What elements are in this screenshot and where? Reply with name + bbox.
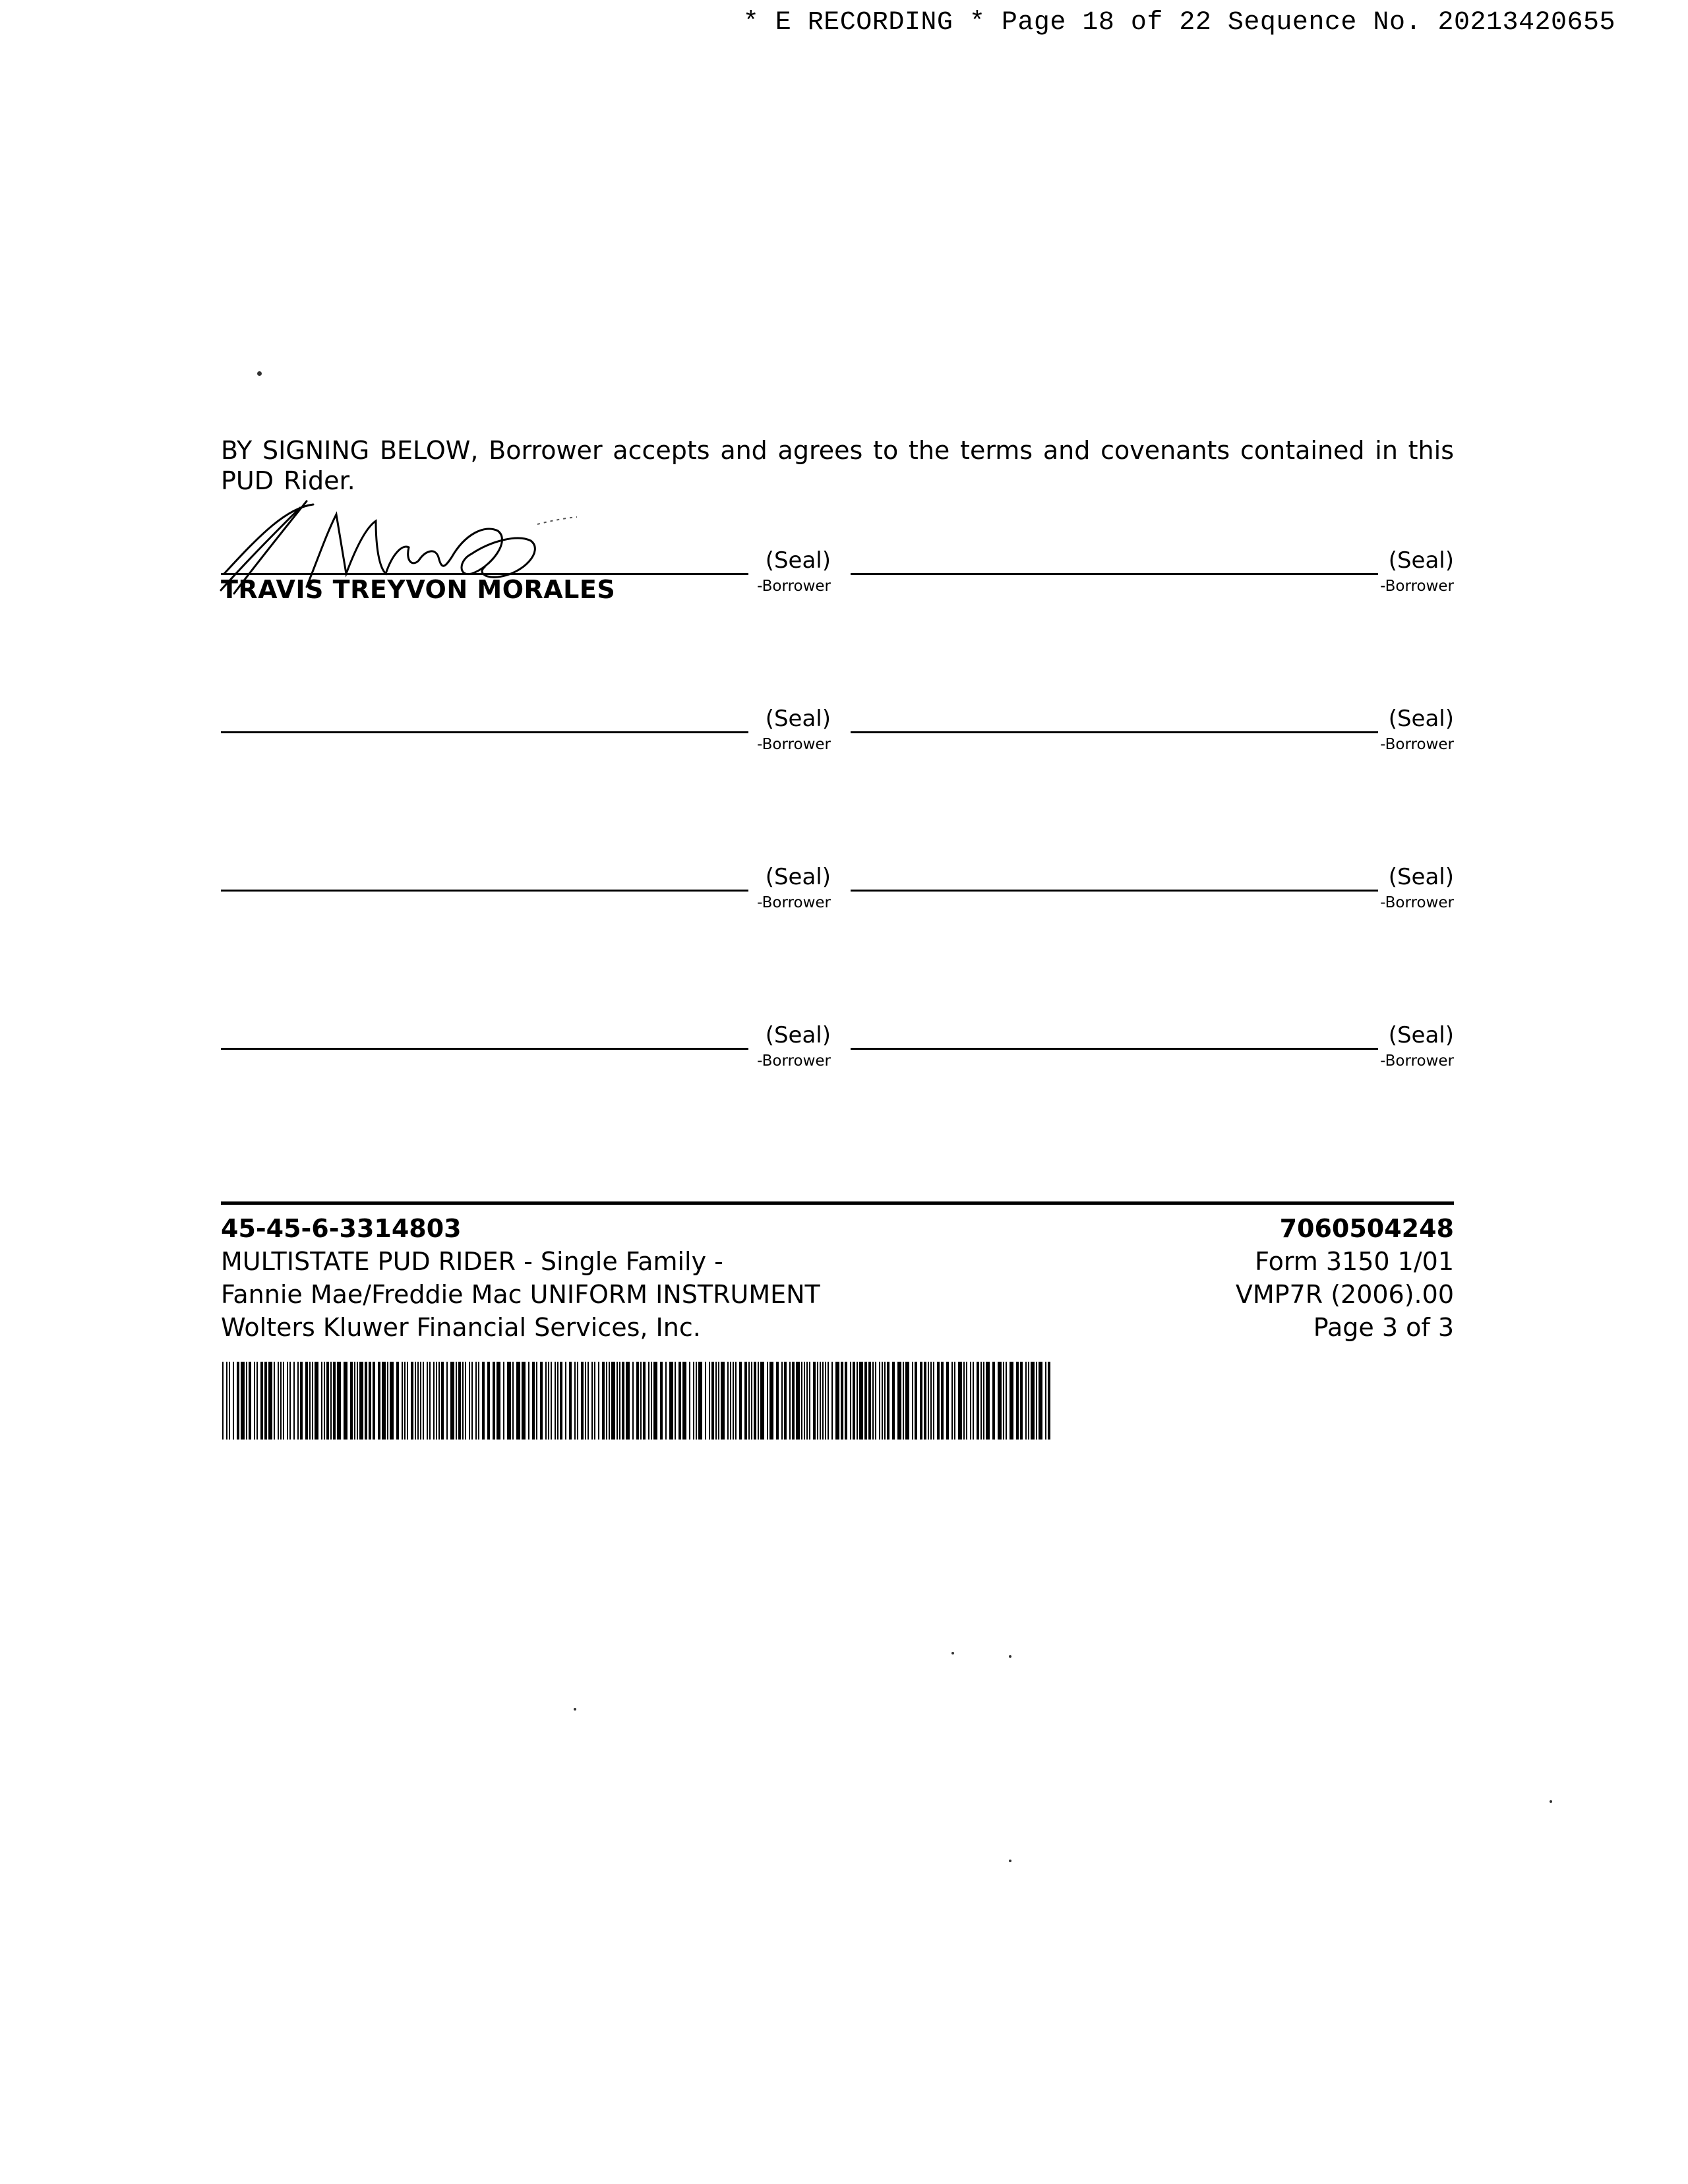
barcode-bar — [1045, 1362, 1046, 1440]
barcode-bar — [289, 1362, 291, 1440]
form-version: VMP7R (2006).00 — [1235, 1280, 1454, 1309]
barcode-bar — [429, 1362, 431, 1440]
barcode-bar — [845, 1362, 847, 1440]
barcode-bar — [545, 1362, 547, 1440]
barcode-bar — [433, 1362, 435, 1440]
barcode-bar — [478, 1362, 479, 1440]
barcode-bar — [920, 1362, 922, 1440]
barcode-bar — [905, 1362, 909, 1440]
signature-line — [851, 890, 1378, 892]
barcode-bar — [420, 1362, 421, 1440]
barcode-bar — [804, 1362, 805, 1440]
barcode-bar — [297, 1362, 299, 1440]
intro-text: BY SIGNING BELOW, Borrower accepts and agrees to the terms and covenants contained in this PUD Rider. — [221, 436, 1454, 495]
footer-left — [221, 1212, 1012, 1344]
barcode-bar — [711, 1362, 714, 1440]
barcode-bar — [407, 1362, 408, 1440]
barcode-bar — [305, 1362, 308, 1440]
barcode-bar — [456, 1362, 457, 1440]
barcode-bar — [233, 1362, 234, 1440]
barcode-bar — [653, 1362, 657, 1440]
barcode-bar — [312, 1362, 313, 1440]
barcode-bar — [577, 1362, 578, 1440]
signature-block-blank — [221, 1002, 831, 1081]
barcode-bar — [1025, 1362, 1027, 1440]
barcode-bar — [733, 1362, 734, 1440]
barcode-bar — [868, 1362, 871, 1440]
signature-row-3 — [221, 844, 1454, 923]
barcode-bar — [986, 1362, 990, 1440]
barcode-bar — [256, 1362, 258, 1440]
signature-block-blank — [851, 528, 1454, 607]
scan-speck — [1009, 1860, 1011, 1862]
barcode-bar — [241, 1362, 245, 1440]
barcode-bar — [378, 1362, 380, 1440]
signer-name: TRAVIS TREYVON MORALES — [221, 575, 616, 604]
barcode-bar — [980, 1362, 982, 1440]
signature-block-signed — [221, 528, 831, 607]
barcode-bar — [387, 1362, 388, 1440]
barcode-bar — [415, 1362, 416, 1440]
barcode-bar — [739, 1362, 742, 1440]
barcode-bar — [817, 1362, 818, 1440]
barcode-bar — [930, 1362, 932, 1440]
barcode-bar — [751, 1362, 752, 1440]
barcode-bar — [1048, 1362, 1050, 1440]
barcode-bar — [390, 1362, 394, 1440]
barcode-bar — [438, 1362, 440, 1440]
signature-line — [221, 1048, 748, 1050]
barcode-bar — [648, 1362, 649, 1440]
barcode-bar — [636, 1362, 639, 1440]
barcode-bar — [560, 1362, 562, 1440]
barcode-bar — [617, 1362, 618, 1440]
barcode-bar — [469, 1362, 470, 1440]
barcode-bar — [897, 1362, 901, 1440]
barcode-bar — [1028, 1362, 1029, 1440]
barcode-bar — [1031, 1362, 1035, 1440]
barcode-bar — [640, 1362, 642, 1440]
barcode-bar — [705, 1362, 706, 1440]
barcode-bar — [696, 1362, 697, 1440]
signature-line — [851, 731, 1378, 733]
barcode-bar — [928, 1362, 929, 1440]
barcode-bar — [912, 1362, 913, 1440]
barcode-bar — [402, 1362, 403, 1440]
barcode-bar — [872, 1362, 874, 1440]
barcode-bar — [609, 1362, 610, 1440]
barcode-bar — [937, 1362, 940, 1440]
signature-row-2 — [221, 686, 1454, 765]
barcode-bar — [536, 1362, 537, 1440]
barcode-bar — [998, 1362, 1002, 1440]
barcode-bar — [569, 1362, 572, 1440]
barcode-bar — [264, 1362, 267, 1440]
barcode-bar — [283, 1362, 284, 1440]
barcode-bar — [825, 1362, 826, 1440]
barcode-bar — [462, 1362, 464, 1440]
barcode-bar — [915, 1362, 917, 1440]
barcode-bar — [423, 1362, 424, 1440]
barcode-bar — [626, 1362, 630, 1440]
barcode-bar — [789, 1362, 791, 1440]
barcode-bar — [602, 1362, 605, 1440]
barcode-bar — [754, 1362, 756, 1440]
barcode-bar — [417, 1362, 419, 1440]
barcode-bar — [983, 1362, 984, 1440]
barcode-bar — [522, 1362, 526, 1440]
barcode-bar — [924, 1362, 926, 1440]
barcode-bar — [820, 1362, 821, 1440]
barcode-bar — [864, 1362, 867, 1440]
barcode-bar — [487, 1362, 490, 1440]
barcode-bar — [744, 1362, 747, 1440]
barcode-bar — [727, 1362, 729, 1440]
page-number: Page 3 of 3 — [1313, 1313, 1454, 1342]
barcode-bar — [831, 1362, 833, 1440]
barcode-bar — [1010, 1362, 1013, 1440]
barcode-bar — [585, 1362, 586, 1440]
seal-label: (Seal) — [765, 1022, 831, 1048]
barcode-bar — [594, 1362, 595, 1440]
signature-line — [221, 890, 748, 892]
barcode-bar — [669, 1362, 673, 1440]
scan-speck — [257, 371, 262, 376]
signature-block-blank — [221, 686, 831, 765]
borrower-caption: -Borrower — [757, 894, 831, 911]
barcode-bar — [373, 1362, 375, 1440]
barcode-bar — [850, 1362, 851, 1440]
barcode-bar — [887, 1362, 889, 1440]
barcode-bar — [735, 1362, 737, 1440]
barcode-bar — [326, 1362, 329, 1440]
borrower-caption: -Borrower — [757, 736, 831, 753]
barcode-bar — [315, 1362, 318, 1440]
signature-block-blank — [851, 686, 1454, 765]
barcode-bar — [493, 1362, 495, 1440]
barcode-bar — [796, 1362, 800, 1440]
barcode-bar — [260, 1362, 263, 1440]
barcode-bar — [958, 1362, 962, 1440]
barcode-bar — [516, 1362, 520, 1440]
barcode-bar — [404, 1362, 406, 1440]
barcode-bar — [365, 1362, 367, 1440]
barcode-bar — [1036, 1362, 1037, 1440]
barcode-bar — [309, 1362, 311, 1440]
barcode-bar — [350, 1362, 353, 1440]
barcode-bar — [591, 1362, 593, 1440]
loan-number: 45-45-6-3314803 — [221, 1214, 462, 1243]
barcode-bar — [1020, 1362, 1023, 1440]
borrower-caption: -Borrower — [1380, 736, 1454, 753]
publisher-line: Wolters Kluwer Financial Services, Inc. — [221, 1313, 701, 1342]
barcode-bar — [293, 1362, 295, 1440]
barcode-bar — [411, 1362, 413, 1440]
barcode-bar — [767, 1362, 768, 1440]
scan-speck — [951, 1652, 954, 1654]
barcode-bar — [678, 1362, 681, 1440]
barcode-bar — [776, 1362, 779, 1440]
barcode-bar — [540, 1362, 543, 1440]
barcode-bar — [951, 1362, 953, 1440]
recording-header: * E RECORDING * Page 18 of 22 Sequence No. 20213420655 — [742, 8, 1615, 38]
barcode-bar — [760, 1362, 764, 1440]
barcode-bar — [598, 1362, 599, 1440]
barcode-bar — [441, 1362, 444, 1440]
barcode-bar — [853, 1362, 855, 1440]
barcode-bar — [321, 1362, 322, 1440]
barcode-bar — [450, 1362, 454, 1440]
barcode-bar — [254, 1362, 255, 1440]
barcode-bar — [857, 1362, 858, 1440]
barcode-bar — [512, 1362, 514, 1440]
barcode-bar — [278, 1362, 279, 1440]
barcode-bar — [268, 1362, 272, 1440]
barcode-bar — [882, 1362, 883, 1440]
seal-label: (Seal) — [765, 547, 831, 574]
barcode-bar — [784, 1362, 787, 1440]
barcode-bar — [643, 1362, 646, 1440]
document-number: 7060504248 — [1279, 1214, 1454, 1243]
barcode-bar — [532, 1362, 535, 1440]
barcode-bar — [622, 1362, 624, 1440]
barcode-bar — [333, 1362, 336, 1440]
barcode-bar — [1016, 1362, 1019, 1440]
borrower-caption: -Borrower — [1380, 894, 1454, 911]
barcode-bar — [689, 1362, 690, 1440]
barcode-bar — [841, 1362, 843, 1440]
barcode-bar — [946, 1362, 949, 1440]
barcode — [221, 1362, 1053, 1440]
form-title-line-1: MULTISTATE PUD RIDER - Single Family - — [221, 1247, 723, 1276]
barcode-bar — [359, 1362, 363, 1440]
barcode-bar — [324, 1362, 325, 1440]
barcode-bar — [682, 1362, 686, 1440]
borrower-caption: -Borrower — [1380, 578, 1454, 595]
barcode-bar — [287, 1362, 288, 1440]
barcode-bar — [879, 1362, 880, 1440]
barcode-bar — [970, 1362, 971, 1440]
seal-label: (Seal) — [765, 706, 831, 732]
seal-label: (Seal) — [1388, 547, 1454, 574]
footer-right — [1058, 1212, 1454, 1344]
barcode-bar — [992, 1362, 995, 1440]
signature-block-blank — [851, 1002, 1454, 1081]
barcode-bar — [730, 1362, 731, 1440]
barcode-bar — [557, 1362, 558, 1440]
barcode-bar — [497, 1362, 500, 1440]
barcode-bar — [665, 1362, 667, 1440]
barcode-bar — [229, 1362, 230, 1440]
barcode-bar — [941, 1362, 944, 1440]
barcode-bar — [813, 1362, 816, 1440]
barcode-bar — [828, 1362, 829, 1440]
borrower-caption: -Borrower — [1380, 1052, 1454, 1070]
barcode-bar — [446, 1362, 448, 1440]
barcode-bar — [606, 1362, 607, 1440]
barcode-bar — [822, 1362, 824, 1440]
barcode-bar — [806, 1362, 808, 1440]
scan-speck — [574, 1708, 576, 1711]
barcode-bar — [369, 1362, 371, 1440]
barcode-bar — [1039, 1362, 1042, 1440]
barcode-bar — [693, 1362, 694, 1440]
barcode-bar — [698, 1362, 702, 1440]
barcode-bar — [709, 1362, 710, 1440]
barcode-bar — [632, 1362, 634, 1440]
barcode-bar — [1006, 1362, 1007, 1440]
barcode-bar — [884, 1362, 886, 1440]
barcode-bar — [551, 1362, 552, 1440]
barcode-bar — [548, 1362, 549, 1440]
barcode-bar — [588, 1362, 589, 1440]
barcode-bar — [835, 1362, 839, 1440]
barcode-bar — [507, 1362, 511, 1440]
footer-rule — [221, 1201, 1454, 1205]
barcode-bar — [801, 1362, 802, 1440]
signature-row-1 — [221, 528, 1454, 607]
barcode-bar — [427, 1362, 428, 1440]
barcode-bar — [482, 1362, 485, 1440]
barcode-bar — [966, 1362, 967, 1440]
barcode-bar — [963, 1362, 965, 1440]
barcode-bar — [875, 1362, 876, 1440]
seal-label: (Seal) — [1388, 706, 1454, 732]
scan-speck — [1009, 1655, 1011, 1658]
barcode-bar — [903, 1362, 904, 1440]
barcode-bar — [274, 1362, 275, 1440]
barcode-bar — [280, 1362, 282, 1440]
barcode-bar — [574, 1362, 576, 1440]
form-number: Form 3150 1/01 — [1255, 1247, 1454, 1276]
barcode-bar — [619, 1362, 620, 1440]
borrower-caption: -Borrower — [757, 1052, 831, 1070]
barcode-bar — [528, 1362, 529, 1440]
barcode-bar — [1003, 1362, 1004, 1440]
barcode-bar — [809, 1362, 810, 1440]
seal-label: (Seal) — [1388, 864, 1454, 890]
signature-line — [851, 1048, 1378, 1050]
scan-speck — [1550, 1800, 1552, 1803]
barcode-bar — [475, 1362, 477, 1440]
barcode-bar — [973, 1362, 974, 1440]
barcode-bar — [792, 1362, 795, 1440]
seal-label: (Seal) — [1388, 1022, 1454, 1048]
barcode-bar — [330, 1362, 332, 1440]
barcode-bar — [436, 1362, 437, 1440]
barcode-bar — [465, 1362, 466, 1440]
barcode-bar — [721, 1362, 725, 1440]
barcode-bar — [718, 1362, 719, 1440]
barcode-bar — [565, 1362, 566, 1440]
barcode-bar — [748, 1362, 750, 1440]
signature-line — [851, 573, 1378, 575]
borrower-caption: -Borrower — [757, 578, 831, 595]
barcode-bar — [781, 1362, 783, 1440]
barcode-bar — [249, 1362, 251, 1440]
document-page — [221, 0, 1454, 2184]
barcode-bar — [933, 1362, 934, 1440]
barcode-bar — [859, 1362, 863, 1440]
barcode-bar — [675, 1362, 676, 1440]
barcode-bar — [503, 1362, 504, 1440]
barcode-bar — [300, 1362, 303, 1440]
barcode-bar — [715, 1362, 717, 1440]
barcode-bar — [246, 1362, 247, 1440]
barcode-bar — [660, 1362, 663, 1440]
barcode-bar — [581, 1362, 584, 1440]
barcode-bar — [471, 1362, 473, 1440]
barcode-bar — [954, 1362, 955, 1440]
barcode-bar — [344, 1362, 347, 1440]
barcode-bar — [651, 1362, 652, 1440]
barcode-bar — [977, 1362, 979, 1440]
barcode-bar — [458, 1362, 461, 1440]
signature-row-4 — [221, 1002, 1454, 1081]
barcode-bar — [357, 1362, 358, 1440]
barcode-bar — [226, 1362, 227, 1440]
form-title-line-2: Fannie Mae/Freddie Mac UNIFORM INSTRUMENT — [221, 1280, 820, 1309]
barcode-bar — [354, 1362, 355, 1440]
barcode-bar — [758, 1362, 759, 1440]
barcode-bar — [222, 1362, 224, 1440]
barcode-bar — [337, 1362, 341, 1440]
barcode-bar — [237, 1362, 239, 1440]
barcode-bar — [892, 1362, 895, 1440]
barcode-bar — [611, 1362, 615, 1440]
barcode-bar — [396, 1362, 399, 1440]
signature-line — [221, 731, 748, 733]
barcode-bar — [769, 1362, 773, 1440]
barcode-bar — [555, 1362, 556, 1440]
signature-block-blank — [221, 844, 831, 923]
seal-label: (Seal) — [765, 864, 831, 890]
barcode-bar — [382, 1362, 386, 1440]
signature-block-blank — [851, 844, 1454, 923]
